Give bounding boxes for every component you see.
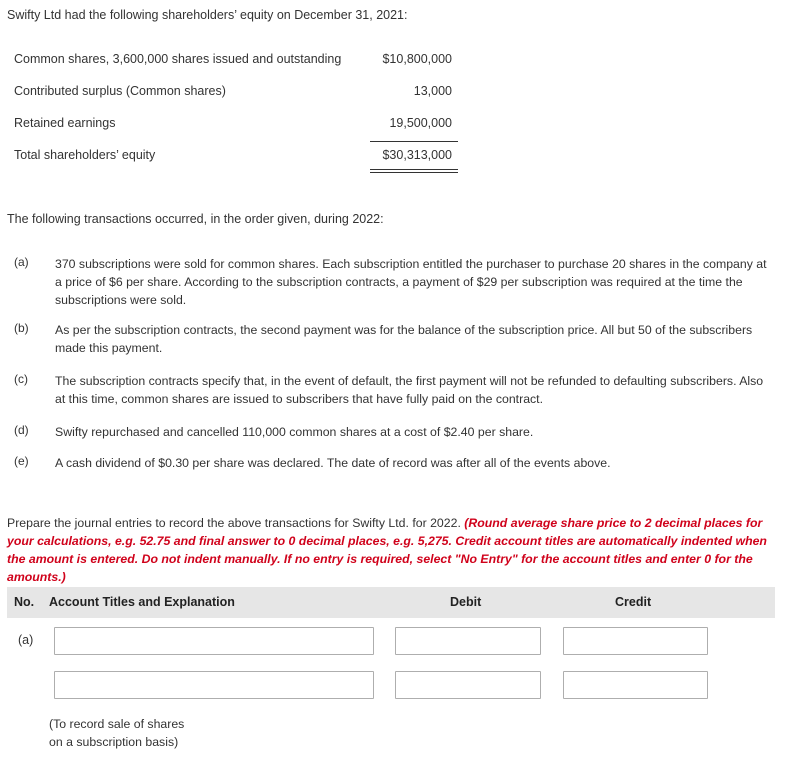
equity-table — [14, 52, 460, 180]
transactions-intro: The following transactions occurred, in the order given, during 2022: — [7, 212, 384, 226]
equity-amount: 19,500,000 — [389, 116, 452, 130]
debit-input[interactable] — [395, 671, 541, 699]
equity-row — [14, 84, 460, 116]
account-title-input[interactable] — [54, 627, 374, 655]
equity-total-row — [14, 148, 460, 180]
journal-table-header — [7, 587, 775, 618]
transaction-text: Swifty repurchased and cancelled 110,000 common shares at a cost of $2.40 per share. — [55, 425, 534, 439]
equity-row — [14, 116, 460, 148]
equity-amount: 13,000 — [413, 84, 452, 98]
subtotal-underline — [370, 141, 458, 142]
credit-input[interactable] — [563, 627, 708, 655]
equity-amount: $30,313,000 — [382, 148, 452, 162]
entry-explanation — [49, 715, 184, 751]
equity-label: Common shares, 3,600,000 shares issued and outstanding — [14, 52, 342, 66]
equity-row — [14, 52, 460, 84]
equity-amount: $10,800,000 — [382, 52, 452, 66]
credit-input[interactable] — [563, 671, 708, 699]
entry-letter: (a) — [18, 633, 34, 647]
transaction-letter: (d) — [14, 423, 29, 437]
transaction-letter: (c) — [14, 372, 28, 386]
entry-explanation-line: (To record sale of shares — [49, 717, 185, 731]
col-account-header: Account Titles and Explanation — [49, 595, 235, 609]
double-underline-bottom — [370, 172, 458, 173]
equity-label: Retained earnings — [14, 116, 116, 130]
transaction-text: As per the subscription contracts, the second payment was for the balance of the subscription price. All but 50 of the subscribers made this payment. — [55, 323, 753, 355]
transaction-text: 370 subscriptions were sold for common shares. Each subscription entitled the purchaser to purchase 20 shares in the company at a price of $6 per share. According to the subscription contracts, a payment of $29 per subscription was required at the time the subscriptions were sold. — [55, 257, 767, 307]
col-credit-header: Credit — [615, 595, 652, 609]
col-debit-header: Debit — [450, 595, 482, 609]
equity-label: Total shareholders’ equity — [14, 148, 156, 162]
debit-input[interactable] — [395, 627, 541, 655]
instructions-rounding-note: (Round average share price to 2 decimal places for your calculations, e.g. 52.75 and final answer to 0 decimal places, e.g. 5,275. Credit account titles are automatically indented when the amount is entered. Do not indent manually. If no entry is required, select "No Entry" for the account titles and enter 0 for the amounts.) — [7, 516, 767, 584]
transaction-text: The subscription contracts specify that, in the event of default, the first payment will not be refunded to defaulting subscribers. Also at this time, common shares are issued to subscribers that have fully paid on the contract. — [55, 374, 764, 406]
double-underline-top — [370, 169, 458, 170]
entry-explanation-line: on a subscription basis) — [49, 735, 179, 749]
instructions-text: Prepare the journal entries to record the above transactions for Swifty Ltd. for 2022. — [7, 516, 465, 530]
transaction-text: A cash dividend of $0.30 per share was declared. The date of record was after all of the events above. — [55, 456, 611, 470]
col-no-header: No. — [14, 595, 35, 609]
intro-text: Swifty Ltd had the following shareholders’ equity on December 31, 2021: — [7, 8, 408, 22]
transaction-letter: (a) — [14, 255, 29, 269]
instructions — [7, 514, 787, 586]
transaction-letter: (b) — [14, 321, 29, 335]
equity-label: Contributed surplus (Common shares) — [14, 84, 226, 98]
account-title-input[interactable] — [54, 671, 374, 699]
transaction-letter: (e) — [14, 454, 29, 468]
